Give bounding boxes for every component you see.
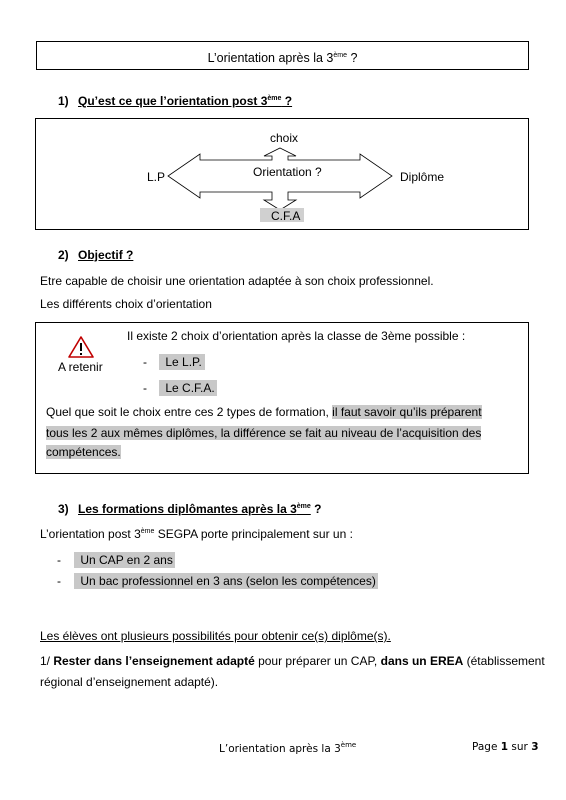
- warning-triangle-icon: [68, 336, 94, 358]
- diagram-right-label: Diplôme: [400, 170, 445, 184]
- footer-page-number: Page 1 sur 3: [472, 741, 539, 753]
- retain-paragraph-line-3: compétences.: [46, 445, 121, 459]
- diploma-list-item: - Un CAP en 2 ans: [57, 553, 173, 567]
- section-3-heading: 3) Les formations diplômantes après la 3ème ?: [58, 502, 322, 516]
- document-title: L’orientation après la 3ème ?: [36, 41, 529, 70]
- diagram-left-label: L.P: [147, 170, 166, 184]
- section-1-heading: 1) Qu’est ce que l’orientation post 3ème ?: [58, 94, 293, 108]
- option-1-line-1: 1/ Rester dans l’enseignement adapté pour préparer un CAP, dans un EREA (établissement: [40, 654, 545, 668]
- segpa-line: L’orientation post 3ème SEGPA porte principalement sur un :: [40, 527, 353, 541]
- possibilities-heading: Les élèves ont plusieurs possibilités pour obtenir ce(s) diplôme(s).: [40, 629, 391, 643]
- choices-heading: Les différents choix d’orientation: [40, 297, 212, 311]
- retain-label: A retenir: [58, 360, 103, 374]
- option-1-line-2: régional d’enseignement adapté).: [40, 675, 219, 689]
- diagram-top-label: choix: [270, 131, 299, 145]
- diploma-list-item: - Un bac professionnel en 3 ans (selon les compétences): [57, 574, 376, 588]
- objective-text: Etre capable de choisir une orientation adaptée à son choix professionnel.: [40, 274, 434, 288]
- retain-intro: Il existe 2 choix d’orientation après la classe de 3ème possible :: [127, 329, 466, 343]
- cross-arrow-shape: [168, 148, 392, 210]
- footer-title: L’orientation après la 3ème: [219, 741, 357, 755]
- diagram-bottom-label: C.F.A: [271, 209, 301, 223]
- retain-list-item: - Le C.F.A.: [143, 381, 215, 395]
- retain-paragraph-line-1: Quel que soit le choix entre ces 2 types de formation, il faut savoir qu’ils préparent: [46, 405, 482, 419]
- retain-list-item: - Le L.P.: [143, 355, 205, 369]
- retain-paragraph-line-2: tous les 2 aux mêmes diplômes, la différence se fait au niveau de l’acquisition des: [46, 426, 482, 440]
- section-2-heading: 2) Objectif ?: [58, 248, 134, 262]
- diagram-center-label: Orientation ?: [253, 165, 322, 179]
